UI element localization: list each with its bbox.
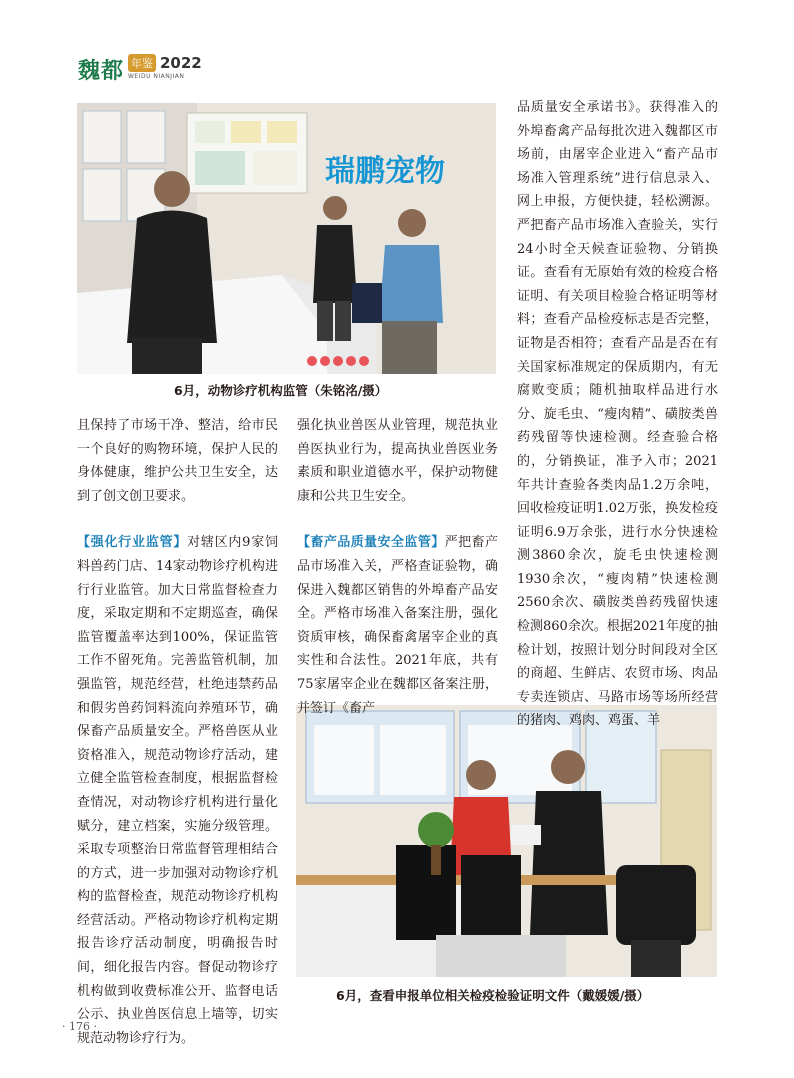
document-check-photo [296, 705, 717, 977]
clinic-sign-text: 瑞鹏宠物 [325, 154, 445, 189]
text-column-2 [297, 414, 498, 720]
text-column-3 [517, 96, 718, 733]
yearbook-logo-title: 魏都 [78, 59, 125, 84]
yearbook-logo-badge: 年鉴 [128, 54, 156, 72]
vet-clinic-inspection-photo [77, 103, 496, 374]
bottom-photo-caption: 6月，查看申报单位相关检疫检验证明文件（戴媛媛/摄） [336, 988, 650, 1003]
section-heading: 【畜产品质量安全监管】 [297, 535, 445, 551]
paragraph: 且保持了市场干净、整洁，给市民一个良好的购物环境，保护人民的身体健康，维护公共卫生安全，达到了创文创卫要求。 [77, 418, 278, 504]
paragraph: 【强化行业监管】对辖区内9家饲料兽药门店、14家动物诊疗机构进行行业监管。加大日常监督检查力度，采取定期和不定期巡查，确保监管覆盖率达到100%，保证监管工作不留死角。完善监管机制，加强监管，规范经营，杜绝违禁药品和假劣兽药饲料流向养殖环节，确保畜产品质量安全。严格兽医从业资格准入，规范动物诊疗活动，建立健全监管检查制度，根据监督检查情况，对动物诊疗机构进行量化赋分，建立档案，实施分级管理。采取专项整治日常监督管理相结合的方式，进一步加强对动物诊疗机构的监督检查，规范动物诊疗机构经营活动。严格动物诊疗机构定期报告诊疗活动制度，明确报告时间，细化报告内容。督促动物诊疗机构做到收费标准公开、监督电话公示、执业兽医信息上墙等，切实规范动物诊疗行为。 [77, 535, 278, 1046]
top-photo-caption: 6月，动物诊疗机构监管（朱铭洺/摄） [174, 383, 388, 398]
yearbook-logo-year: 2022 [160, 54, 202, 72]
paragraph: 【畜产品质量安全监管】严把畜产品市场准入关，严格查证验物，确保进入魏都区销售的外埠畜产品安全。严格市场准入备案注册，强化资质审核，确保畜禽屠宰企业的真实性和合法性。2021年底，共有75家屠宰企业在魏都区备案注册，并签订《畜产 [297, 535, 498, 716]
section-heading: 【强化行业监管】 [77, 535, 188, 551]
text-column-1 [77, 414, 278, 1050]
yearbook-logo-english: WEIDU NIANJIAN [128, 73, 185, 80]
page-number: · 176 · [62, 1020, 97, 1033]
paragraph: 强化执业兽医从业管理，规范执业兽医执业行为，提高执业兽医业务素质和职业道德水平，保护动物健康和公共卫生安全。 [297, 418, 498, 504]
paragraph: 品质量安全承诺书》。获得准入的外埠畜禽产品每批次进入魏都区市场前，由屠宰企业进入“畜产品市场准入管理系统”进行信息录入、网上申报，方便快捷，轻松溯源。严把畜产品市场准入查验关，实行24小时全天候查证验物、分销换证。查看有无原始有效的检疫合格证明、有关项目检验合格证明等材料；查看产品检疫标志是否完整，证物是否相符；查看产品是否在有关国家标准规定的保质期内，有无腐败变质；随机抽取样品进行水分、旋毛虫、“瘦肉精”、磺胺类兽药残留等快速检测。经查验合格的，分销换证，准予入市；2021年共计查验各类肉品1.2万余吨，回收检疫证明1.02万张，换发检疫证明6.9万余张，进行水分快速检测3860余次，旋毛虫快速检测1930余次，“瘦肉精”快速检测2560余次、磺胺类兽药残留快速检测860余次。根据2021年度的抽检计划，按照计划分时间段对全区的商超、生鲜店、农贸市场、肉品专卖连锁店、马路市场等场所经营的猪肉、鸡肉、鸡蛋、羊 [517, 100, 718, 729]
